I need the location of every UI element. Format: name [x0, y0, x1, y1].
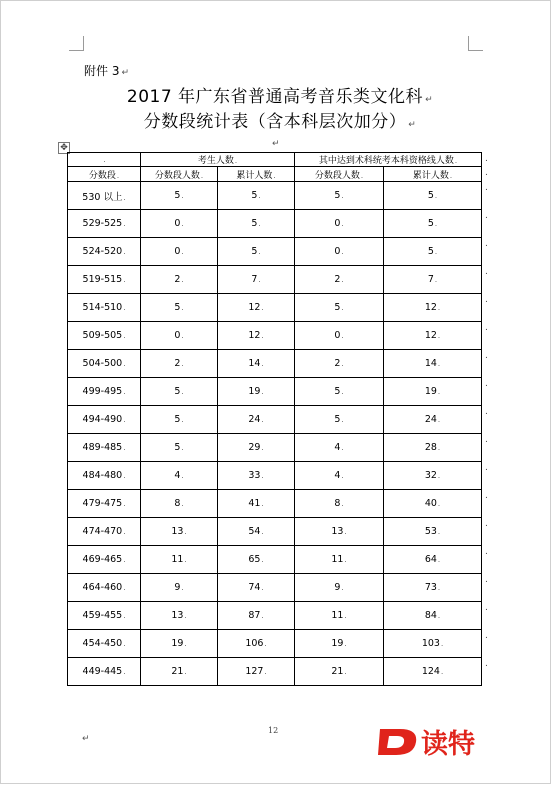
row-end-mark: .	[485, 462, 488, 473]
table-row	[68, 378, 482, 406]
row-end-mark: .	[485, 350, 488, 361]
table-row	[68, 182, 482, 210]
table-row	[68, 546, 482, 574]
row-end-mark: .	[485, 518, 488, 529]
column-header: 分数段人数.	[141, 167, 218, 182]
d-logo-icon	[376, 725, 420, 759]
count-cell: 5.	[141, 182, 218, 210]
row-end-mark: .	[485, 434, 488, 445]
score-distribution-table	[67, 152, 482, 686]
row-end-mark: .	[485, 574, 488, 585]
count-cell: 19.	[141, 630, 218, 658]
column-header: 累计人数.	[218, 167, 295, 182]
score-range-cell: 449-445.	[68, 658, 141, 686]
watermark-logo	[376, 722, 475, 761]
count-cell: 7.	[218, 266, 295, 294]
row-end-mark: .	[485, 378, 488, 389]
count-cell: 124.	[384, 658, 482, 686]
count-cell: 2.	[295, 266, 384, 294]
table-row	[68, 602, 482, 630]
row-end-mark: .	[485, 602, 488, 613]
score-range-cell: 530 以上.	[68, 182, 141, 210]
score-range-cell: 519-515.	[68, 266, 141, 294]
count-cell: 21.	[141, 658, 218, 686]
table-row	[68, 630, 482, 658]
row-end-mark: .	[485, 210, 488, 221]
count-cell: 127.	[218, 658, 295, 686]
count-cell: 4.	[295, 434, 384, 462]
score-range-cell: 524-520.	[68, 238, 141, 266]
score-range-cell: 504-500.	[68, 350, 141, 378]
count-cell: 40.	[384, 490, 482, 518]
row-end-mark: .	[485, 167, 488, 178]
count-cell: 5.	[218, 238, 295, 266]
crop-mark-top-right	[468, 36, 483, 51]
count-cell: 14.	[218, 350, 295, 378]
score-range-cell: 474-470.	[68, 518, 141, 546]
count-cell: 9.	[295, 574, 384, 602]
count-cell: 5.	[141, 378, 218, 406]
count-cell: 21.	[295, 658, 384, 686]
count-cell: 32.	[384, 462, 482, 490]
count-cell: 4.	[295, 462, 384, 490]
row-end-mark: .	[485, 266, 488, 277]
document-title-line-2: 分数段统计表（含本科层次加分） ↵	[143, 112, 417, 132]
count-cell: 24.	[384, 406, 482, 434]
count-cell: 5.	[141, 294, 218, 322]
table-row	[68, 574, 482, 602]
score-range-cell: 484-480.	[68, 462, 141, 490]
count-cell: 5.	[384, 182, 482, 210]
document-title-line-1: 2017 年广东省普通高考音乐类文化科 ↵	[126, 87, 434, 107]
count-cell: 84.	[384, 602, 482, 630]
score-range-cell: 529-525.	[68, 210, 141, 238]
count-cell: 8.	[295, 490, 384, 518]
column-header-row	[68, 167, 482, 182]
count-cell: 5.	[218, 182, 295, 210]
count-cell: 9.	[141, 574, 218, 602]
count-cell: 14.	[384, 350, 482, 378]
count-cell: 64.	[384, 546, 482, 574]
count-cell: 29.	[218, 434, 295, 462]
count-cell: 5.	[384, 238, 482, 266]
count-cell: 0.	[141, 210, 218, 238]
table-row	[68, 210, 482, 238]
count-cell: 5.	[141, 406, 218, 434]
count-cell: 106.	[218, 630, 295, 658]
row-end-mark: .	[485, 294, 488, 305]
count-cell: 65.	[218, 546, 295, 574]
column-header: 分数段.	[68, 167, 141, 182]
count-cell: 54.	[218, 518, 295, 546]
column-header: 累计人数.	[384, 167, 482, 182]
count-cell: 4.	[141, 462, 218, 490]
attachment-label: 附件 3 ↵	[84, 64, 129, 78]
row-end-mark: .	[485, 406, 488, 417]
count-cell: 19.	[384, 378, 482, 406]
count-cell: 5.	[218, 210, 295, 238]
count-cell: 13.	[141, 518, 218, 546]
score-range-cell: 514-510.	[68, 294, 141, 322]
watermark-text: 读特	[421, 729, 475, 760]
count-cell: 2.	[141, 350, 218, 378]
blank-header-cell: .	[68, 153, 141, 167]
count-cell: 11.	[141, 546, 218, 574]
count-cell: 11.	[295, 602, 384, 630]
row-end-mark: .	[485, 546, 488, 557]
paragraph-mark-footer: ↵	[82, 734, 90, 744]
count-cell: 2.	[141, 266, 218, 294]
count-cell: 5.	[295, 406, 384, 434]
count-cell: 12.	[384, 294, 482, 322]
score-range-cell: 509-505.	[68, 322, 141, 350]
score-range-cell: 459-455.	[68, 602, 141, 630]
count-cell: 12.	[218, 294, 295, 322]
table-row	[68, 350, 482, 378]
row-end-mark: .	[485, 182, 488, 193]
score-range-cell: 469-465.	[68, 546, 141, 574]
page-number: 12	[268, 726, 279, 735]
count-cell: 13.	[141, 602, 218, 630]
count-cell: 7.	[384, 266, 482, 294]
score-range-cell: 489-485.	[68, 434, 141, 462]
table-row	[68, 490, 482, 518]
count-cell: 0.	[295, 210, 384, 238]
table-row	[68, 322, 482, 350]
group-header-row	[68, 153, 482, 167]
count-cell: 0.	[295, 238, 384, 266]
column-header: 分数段人数.	[295, 167, 384, 182]
count-cell: 28.	[384, 434, 482, 462]
row-end-mark: .	[485, 153, 488, 164]
count-cell: 103.	[384, 630, 482, 658]
table-row	[68, 658, 482, 686]
table-row	[68, 294, 482, 322]
count-cell: 5.	[384, 210, 482, 238]
count-cell: 0.	[141, 238, 218, 266]
count-cell: 0.	[141, 322, 218, 350]
score-range-cell: 464-460.	[68, 574, 141, 602]
row-end-mark: .	[485, 490, 488, 501]
count-cell: 24.	[218, 406, 295, 434]
score-range-cell: 454-450.	[68, 630, 141, 658]
count-cell: 74.	[218, 574, 295, 602]
count-cell: 8.	[141, 490, 218, 518]
table-row	[68, 238, 482, 266]
count-cell: 53.	[384, 518, 482, 546]
row-end-mark: .	[485, 630, 488, 641]
score-range-cell: 494-490.	[68, 406, 141, 434]
header-all-candidates: 考生人数.	[141, 153, 295, 167]
table-row	[68, 462, 482, 490]
count-cell: 13.	[295, 518, 384, 546]
count-cell: 5.	[295, 182, 384, 210]
count-cell: 41.	[218, 490, 295, 518]
table-row	[68, 266, 482, 294]
header-qualified-candidates: 其中达到术科统考本科资格线人数.	[295, 153, 482, 167]
count-cell: 19.	[218, 378, 295, 406]
count-cell: 0.	[295, 322, 384, 350]
table-row	[68, 434, 482, 462]
count-cell: 12.	[218, 322, 295, 350]
count-cell: 87.	[218, 602, 295, 630]
paragraph-mark: ↵	[272, 139, 280, 149]
count-cell: 2.	[295, 350, 384, 378]
score-range-cell: 499-495.	[68, 378, 141, 406]
count-cell: 19.	[295, 630, 384, 658]
count-cell: 73.	[384, 574, 482, 602]
row-end-mark: .	[485, 322, 488, 333]
row-end-mark: .	[485, 238, 488, 249]
row-end-mark: .	[485, 658, 488, 669]
score-range-cell: 479-475.	[68, 490, 141, 518]
count-cell: 5.	[141, 434, 218, 462]
count-cell: 5.	[295, 378, 384, 406]
table-move-handle-icon[interactable]: ✥	[58, 142, 70, 154]
count-cell: 11.	[295, 546, 384, 574]
crop-mark-top-left	[69, 36, 84, 51]
count-cell: 12.	[384, 322, 482, 350]
table-row	[68, 518, 482, 546]
count-cell: 5.	[295, 294, 384, 322]
table-row	[68, 406, 482, 434]
count-cell: 33.	[218, 462, 295, 490]
